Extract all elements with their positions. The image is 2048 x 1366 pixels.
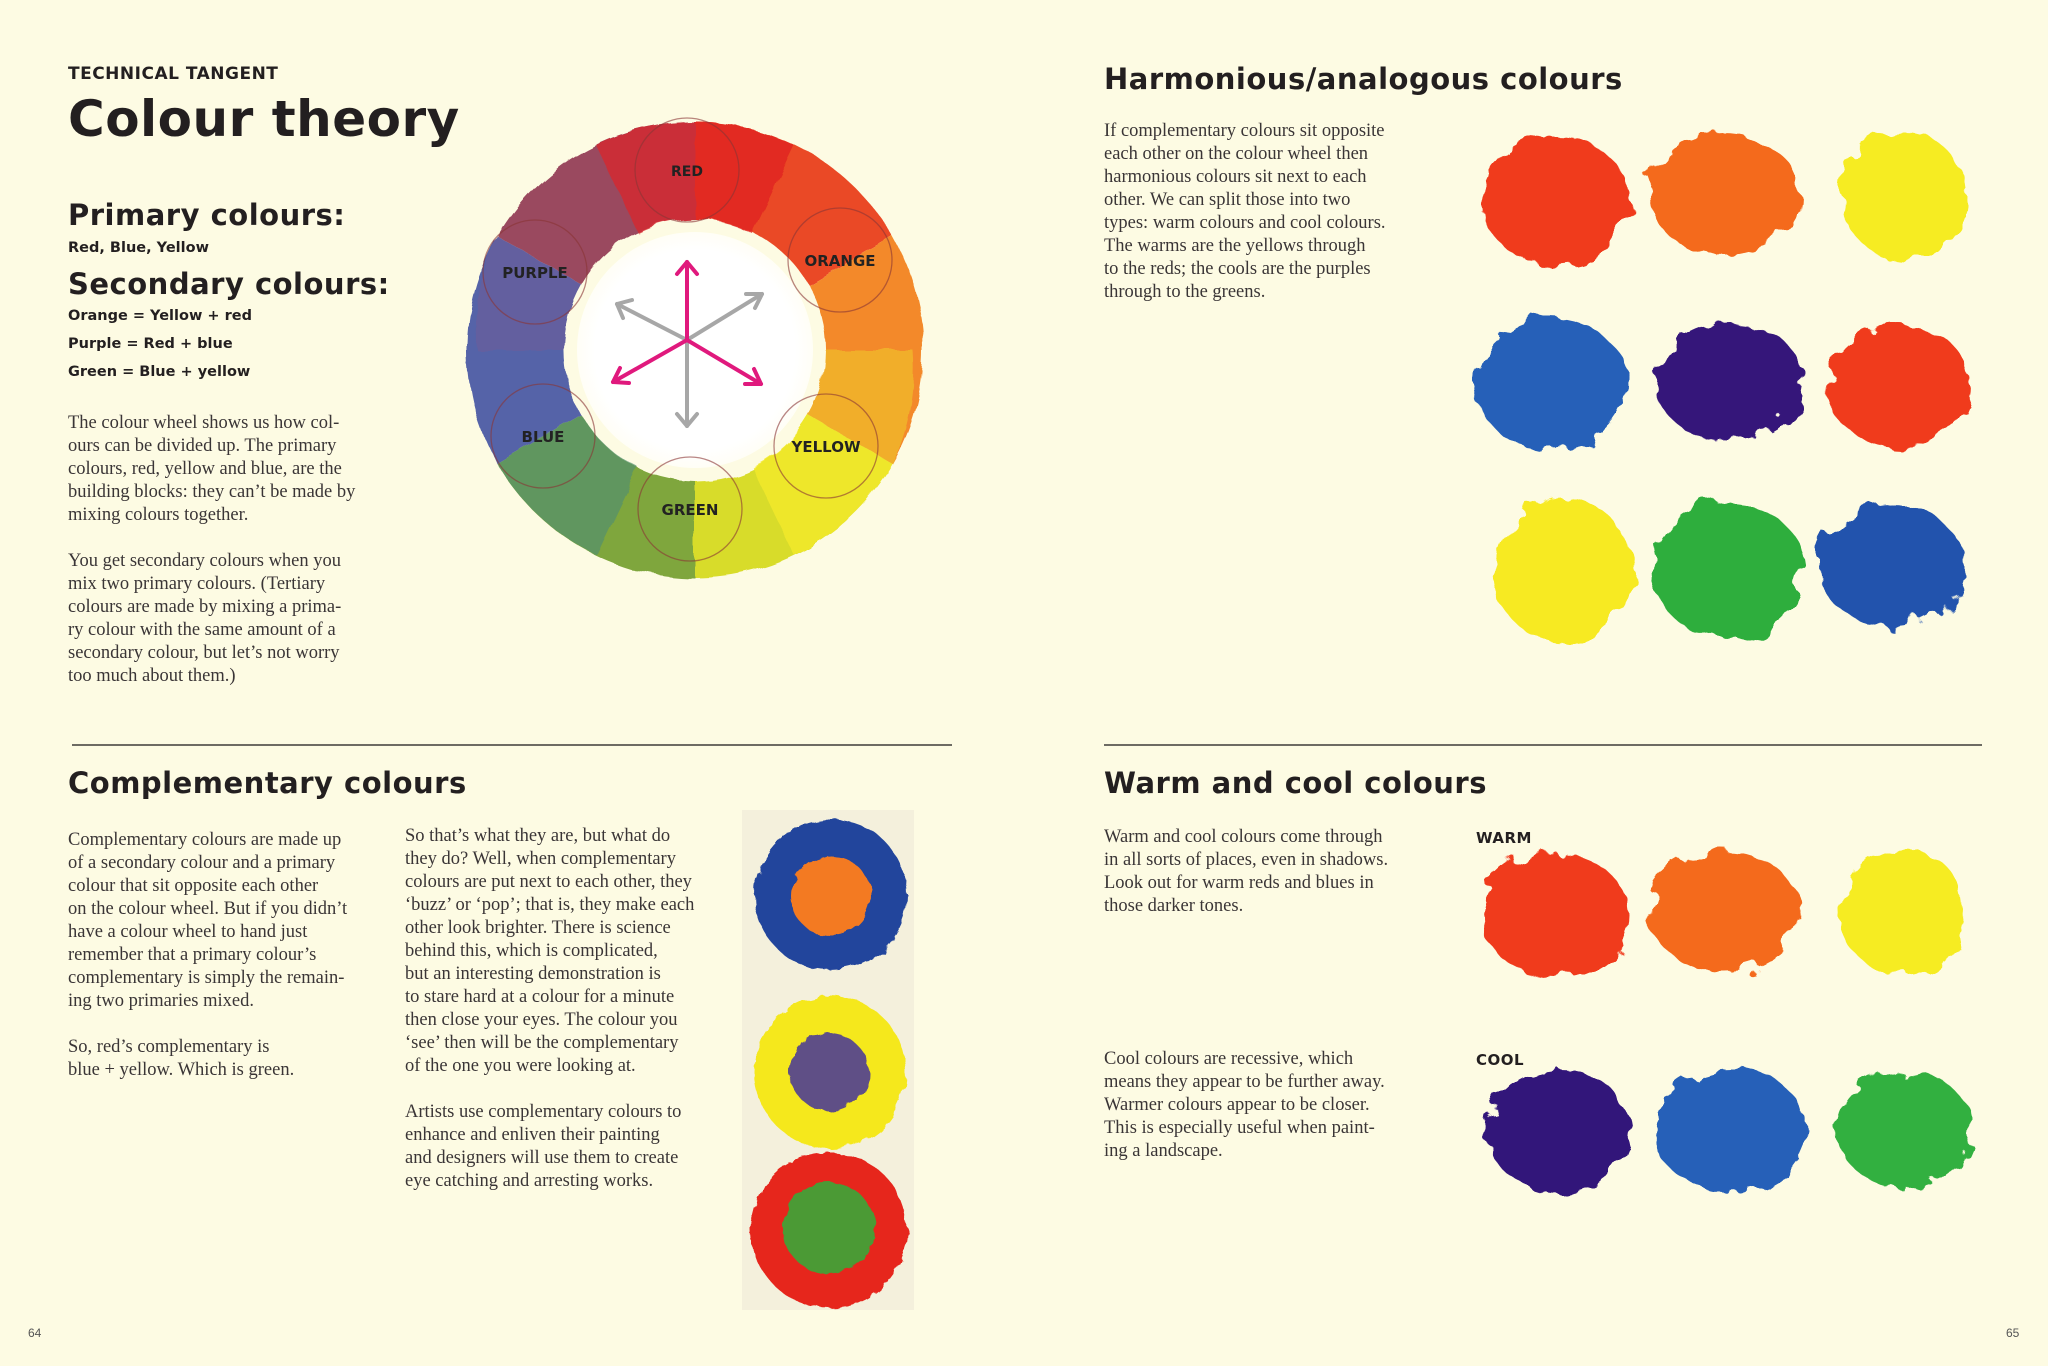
wheel-label-purple: PURPLE bbox=[502, 264, 568, 282]
harmonious-swatches bbox=[1460, 110, 2000, 680]
intro-text bbox=[68, 412, 398, 688]
wheel-label-orange: ORANGE bbox=[804, 252, 876, 270]
cool-text: Cool colours are recessive, which means they appear to be further away. Warmer colours appear to be closer. This is especially useful when paint- ing a landscape. bbox=[1104, 1049, 1385, 1161]
warm-swatch-red bbox=[1481, 853, 1629, 977]
complementary-col1-paragraph-1: Complementary colours are made up of a secondary colour and a primary colour that sit opposite each other on the colour wheel. But if you didn’t have a colour wheel to hand just remember that a primary colour’s complementary is simply the remain- ing two primaries mixed. bbox=[68, 830, 348, 1011]
red-green-swatch-inner bbox=[783, 1182, 875, 1274]
cool-swatch-purple bbox=[1486, 1068, 1630, 1192]
swatch-red-1 bbox=[1481, 136, 1629, 264]
warm-cool-heading: Warm and cool colours bbox=[1104, 766, 1487, 800]
complementary-swatches bbox=[742, 810, 914, 1310]
cool-swatch-blue bbox=[1654, 1068, 1806, 1192]
complementary-col1 bbox=[68, 829, 398, 1082]
complementary-col2-paragraph-1: So that’s what they are, but what do they do? Well, when complementary colours are put next to each other, they ‘buzz’ or ‘pop’; that is, they make each other look brighter. There is science behind this, which is complicated, but an interesting demonstration is to stare hard at a colour for a minute then close your eyes. The colour you ‘see’ then will be the complementary of the one you were looking at. bbox=[405, 826, 695, 1076]
swatch-orange-1 bbox=[1649, 135, 1801, 255]
blue-orange-swatch-inner bbox=[791, 856, 871, 936]
page-number-right: 65 bbox=[2006, 1326, 2020, 1340]
cool-label: COOL bbox=[1476, 1051, 1525, 1069]
primary-list: Red, Blue, Yellow bbox=[68, 240, 209, 256]
wheel-label-blue: BLUE bbox=[521, 428, 565, 446]
secondary-item-green: Green = Blue + yellow bbox=[68, 364, 251, 380]
warm-swatch-yellow bbox=[1841, 848, 1965, 976]
wheel-label-green: GREEN bbox=[661, 501, 719, 519]
secondary-heading: Secondary colours: bbox=[68, 267, 390, 301]
swatch-yellow-2 bbox=[1493, 498, 1633, 642]
intro-paragraph-1: The colour wheel shows us how col- ours can be divided up. The primary colours, red, yellow and blue, are the building blocks: they can’t be made by mixing colours together. bbox=[68, 413, 356, 525]
intro-paragraph-2: You get secondary colours when you mix two primary colours. (Tertiary colours are made by mixing a prima- ry colour with the same amount of a secondary colour, but let’s not worry too much about them.) bbox=[68, 551, 342, 686]
swatch-yellow-1 bbox=[1841, 131, 1965, 259]
wheel-centre bbox=[577, 232, 813, 468]
harmonious-text: If complementary colours sit opposite each other on the colour wheel then harmonious colours sit next to each other. We can split those into two types: warm colours and cool colours. The warms are the yellows through to the reds; the cools are the purples through to the greens. bbox=[1104, 121, 1386, 302]
complementary-col1-paragraph-2: So, red’s complementary is blue + yellow. Which is green. bbox=[68, 1037, 295, 1080]
swatch-purple-1 bbox=[1656, 322, 1804, 442]
swatch-green-1 bbox=[1652, 502, 1804, 638]
complementary-col2 bbox=[405, 825, 745, 1193]
complementary-heading: Complementary colours bbox=[68, 766, 467, 800]
warm-label: WARM bbox=[1476, 829, 1532, 847]
secondary-item-purple: Purple = Red + blue bbox=[68, 336, 233, 352]
page-number-left: 64 bbox=[28, 1326, 42, 1340]
wheel-label-yellow: YELLOW bbox=[791, 438, 861, 456]
warm-text: Warm and cool colours come through in all sorts of places, even in shadows. Look out for warm reds and blues in those darker tones. bbox=[1104, 827, 1389, 916]
colour-wheel bbox=[455, 110, 935, 590]
complementary-col2-paragraph-2: Artists use complementary colours to enhance and enliven their painting and designers will use them to create eye catching and arresting works. bbox=[405, 1102, 682, 1191]
warm-swatch-orange bbox=[1649, 852, 1801, 972]
secondary-item-orange: Orange = Yellow + red bbox=[68, 308, 252, 324]
swatch-red-2 bbox=[1826, 323, 1970, 447]
kicker: TECHNICAL TANGENT bbox=[68, 64, 279, 84]
warm-cool-swatches bbox=[1460, 830, 2000, 1220]
cool-swatch-green bbox=[1837, 1072, 1973, 1188]
yellow-purple-swatch-inner bbox=[790, 1033, 868, 1111]
divider-right bbox=[1104, 744, 1982, 746]
swatch-blue-1 bbox=[1476, 319, 1628, 451]
divider-left bbox=[72, 744, 952, 746]
swatch-blue-2 bbox=[1818, 503, 1962, 627]
page-title: Colour theory bbox=[68, 90, 460, 148]
wheel-label-red: RED bbox=[671, 164, 703, 180]
harmonious-heading: Harmonious/analogous colours bbox=[1104, 62, 1623, 96]
primary-heading: Primary colours: bbox=[68, 198, 346, 232]
